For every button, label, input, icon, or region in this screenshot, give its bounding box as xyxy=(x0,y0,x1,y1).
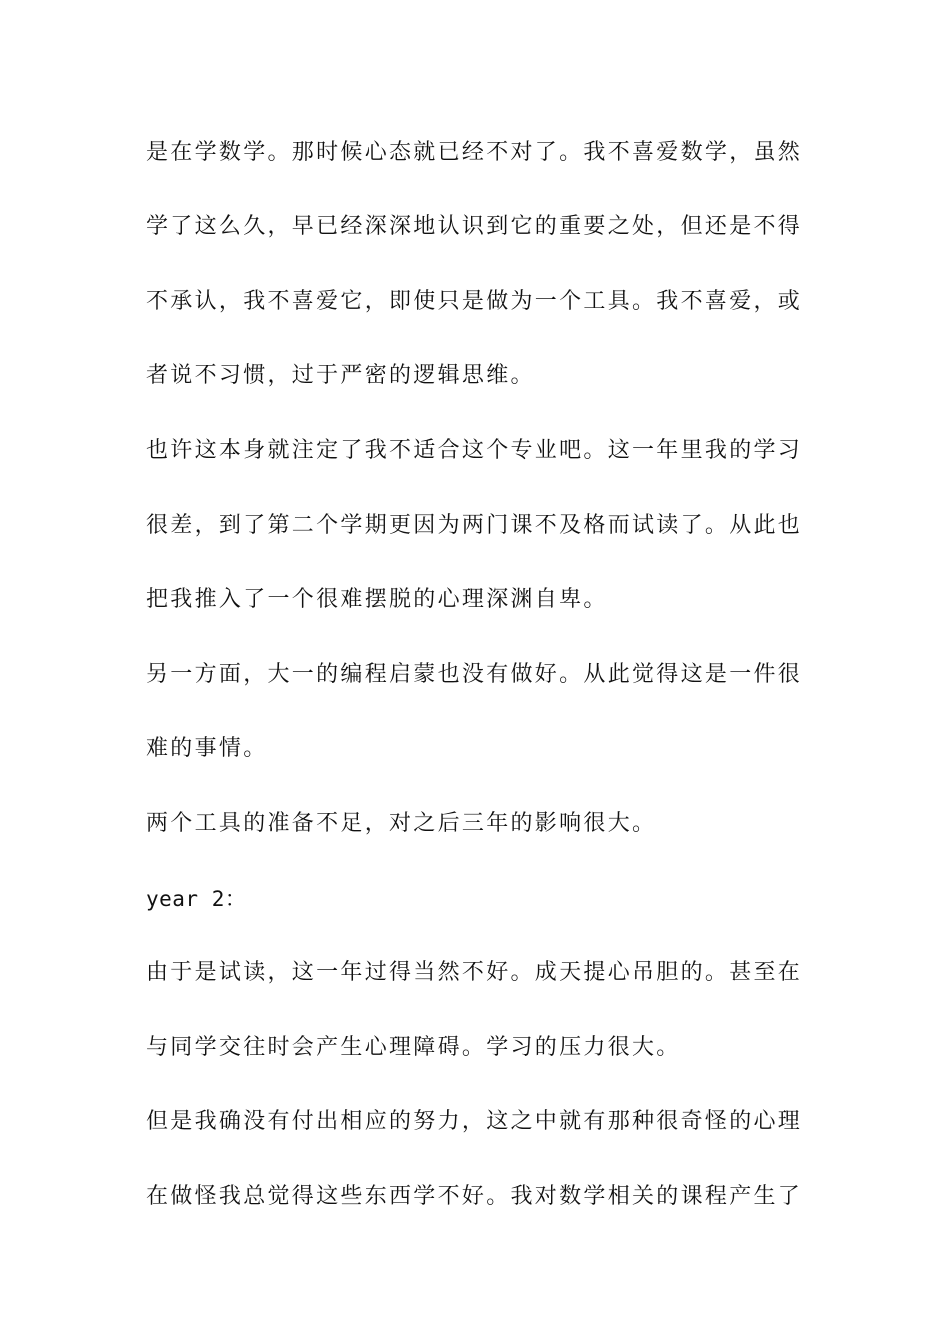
text-line: 由于是试读，这一年过得当然不好。成天提心吊胆的。甚至在 xyxy=(146,960,803,985)
text-line: 学了这么久，早已经深深地认识到它的重要之处，但还是不得 xyxy=(146,214,803,239)
text-line: 另一方面，大一的编程启蒙也没有做好。从此觉得这是一件很 xyxy=(146,662,803,687)
text-line: 与同学交往时会产生心理障碍。学习的压力很大。 xyxy=(146,1035,681,1060)
text-line: 很差，到了第二个学期更因为两门课不及格而试读了。从此也 xyxy=(146,513,803,538)
text-line: 不承认，我不喜爱它，即使只是做为一个工具。我不喜爱，或 xyxy=(146,289,803,314)
text-line: 把我推入了一个很难摆脱的心理深渊自卑。 xyxy=(146,587,608,612)
text-line: 是在学数学。那时候心态就已经不对了。我不喜爱数学，虽然 xyxy=(146,140,803,165)
text-line: 者说不习惯，过于严密的逻辑思维。 xyxy=(146,363,535,388)
text-line: 也许这本身就注定了我不适合这个专业吧。这一年里我的学习 xyxy=(146,438,803,463)
text-line: 在做怪我总觉得这些东西学不好。我对数学相关的课程产生了 xyxy=(146,1184,803,1209)
text-line: 两个工具的准备不足，对之后三年的影响很大。 xyxy=(146,811,657,836)
text-line: 难的事情。 xyxy=(146,736,268,761)
text-line: 但是我确没有付出相应的努力，这之中就有那种很奇怪的心理 xyxy=(146,1109,803,1134)
section-heading: year 2： xyxy=(146,887,247,911)
